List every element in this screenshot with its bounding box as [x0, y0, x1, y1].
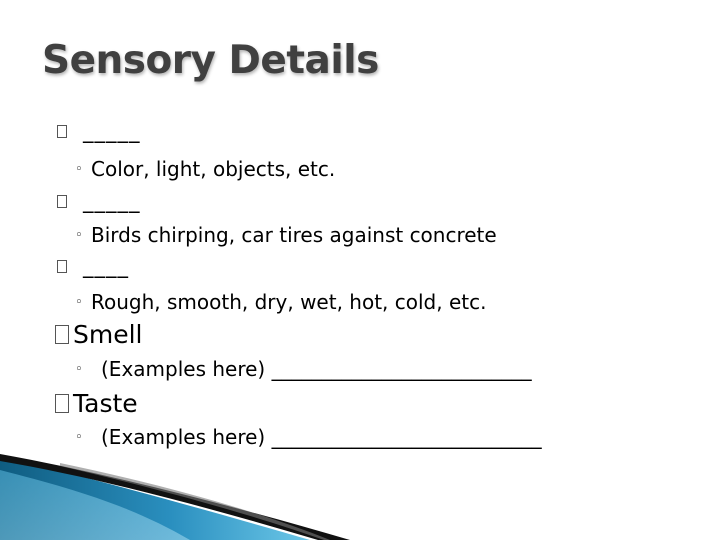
bullet-label: _____	[83, 119, 141, 143]
bullet-label: ____	[83, 254, 129, 278]
ring-bullet-icon: ◦	[75, 361, 83, 377]
ring-bullet-icon: ◦	[75, 227, 83, 243]
sub-bullet-text: Color, light, objects, etc.	[91, 157, 336, 181]
sub-bullet-text: (Examples here) __________________________	[101, 357, 532, 381]
ring-bullet-icon: ◦	[75, 294, 83, 310]
sub-bullet-text: (Examples here) ___________________________	[101, 425, 542, 449]
bullet-label: _____	[83, 189, 141, 213]
slide-title: Sensory Details	[42, 38, 379, 83]
ring-bullet-icon: ◦	[75, 161, 83, 177]
sub-bullet-text: Rough, smooth, dry, wet, hot, cold, etc.	[91, 290, 487, 314]
sub-bullet-text: Birds chirping, car tires against concrete	[91, 223, 497, 247]
bullet-label: Smell	[73, 320, 143, 349]
bullet-label: Taste	[73, 389, 138, 418]
ring-bullet-icon: ◦	[75, 429, 83, 445]
